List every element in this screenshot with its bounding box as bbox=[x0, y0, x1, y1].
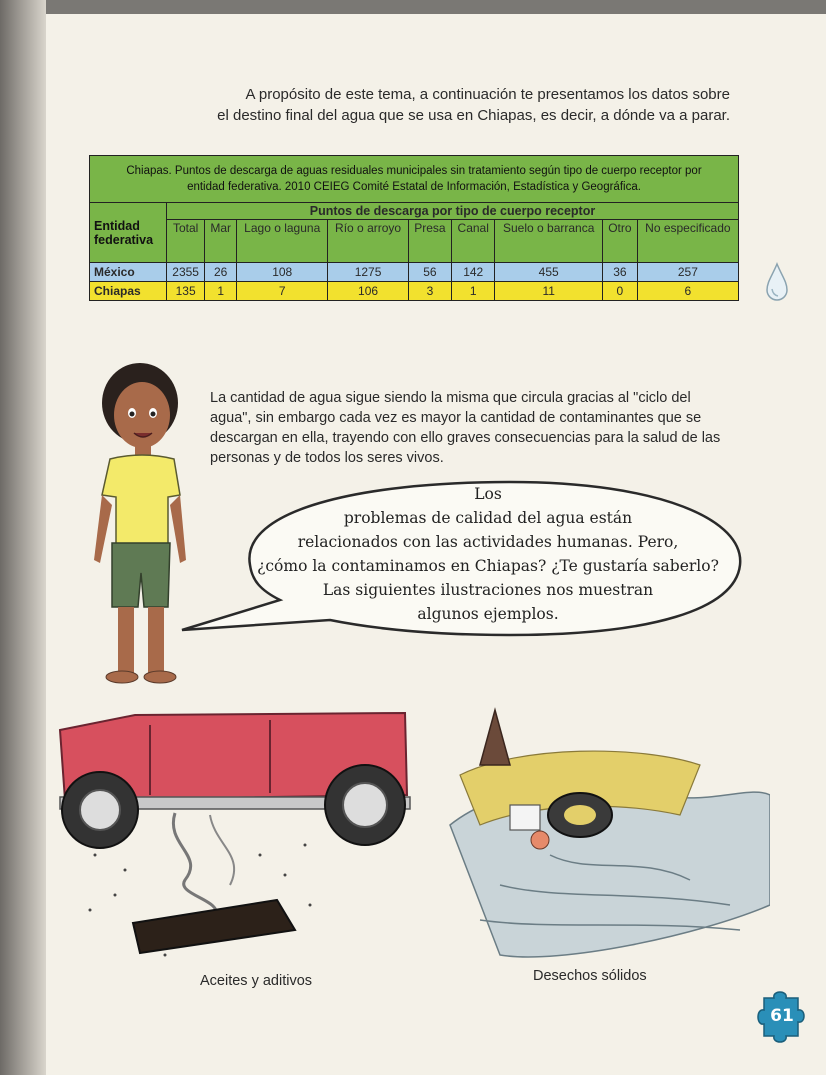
row-header: Entidad federativa bbox=[90, 203, 167, 263]
car-oil-leak-illustration bbox=[55, 705, 415, 965]
discharge-table bbox=[89, 155, 739, 301]
table-cell: 1 bbox=[452, 282, 495, 301]
row-label: Chiapas bbox=[90, 282, 167, 301]
column-header: Canal bbox=[452, 220, 495, 263]
speech-line: Los bbox=[474, 485, 502, 503]
paragraph-line: personas y de todos los seres vivos. bbox=[210, 450, 444, 466]
table-cell: 11 bbox=[495, 282, 603, 301]
speech-line: relacionados con las actividades humanas. Pero, bbox=[297, 533, 679, 551]
caption-oils: Aceites y aditivos bbox=[200, 973, 313, 989]
table-cell: 106 bbox=[328, 282, 408, 301]
speech-line: Las siguientes ilustraciones nos muestran bbox=[322, 581, 654, 599]
table-cell: 3 bbox=[408, 282, 451, 301]
solid-waste-illustration bbox=[440, 705, 770, 965]
table-cell: 455 bbox=[495, 263, 603, 282]
paragraph-line: agua", sin embargo cada vez es mayor la cantidad de contaminantes que se bbox=[210, 410, 702, 426]
column-header: Río o arroyo bbox=[328, 220, 408, 263]
table-cell: 257 bbox=[637, 263, 738, 282]
table-cell: 108 bbox=[237, 263, 328, 282]
column-header: Otro bbox=[603, 220, 638, 263]
table-cell: 135 bbox=[167, 282, 205, 301]
speech-line: algunos ejemplos. bbox=[417, 605, 559, 623]
paragraph-line: descargan en ella, trayendo con ello graves consecuencias para la salud de las bbox=[210, 430, 721, 446]
column-header: Presa bbox=[408, 220, 451, 263]
page-number: 61 bbox=[770, 1006, 794, 1026]
table-cell: 36 bbox=[603, 263, 638, 282]
column-header: No especificado bbox=[637, 220, 738, 263]
table-cell: 7 bbox=[237, 282, 328, 301]
table-cell: 56 bbox=[408, 263, 451, 282]
table-cell: 1 bbox=[205, 282, 237, 301]
caption-solid-waste: Desechos sólidos bbox=[533, 968, 647, 984]
speech-bubble-text bbox=[238, 482, 738, 626]
speech-line: problemas de calidad del agua están bbox=[343, 509, 633, 527]
column-header: Total bbox=[167, 220, 205, 263]
table-cell: 2355 bbox=[167, 263, 205, 282]
table-row bbox=[90, 263, 739, 282]
paragraph-line: La cantidad de agua sigue siendo la misma que circula gracias al "ciclo del bbox=[210, 390, 691, 406]
table-cell: 26 bbox=[205, 263, 237, 282]
table-row bbox=[90, 282, 739, 301]
speech-line: ¿cómo la contaminamos en Chiapas? ¿Te gustaría saberlo? bbox=[257, 557, 719, 575]
table-cell: 142 bbox=[452, 263, 495, 282]
table-caption bbox=[90, 156, 739, 203]
table-cell: 6 bbox=[637, 282, 738, 301]
body-paragraph bbox=[210, 388, 770, 468]
column-header: Mar bbox=[205, 220, 237, 263]
group-header: Puntos de descarga por tipo de cuerpo receptor bbox=[167, 203, 739, 220]
book-binding bbox=[0, 0, 46, 1075]
intro-line: el destino final del agua que se usa en Chiapas, es decir, a dónde va a parar. bbox=[217, 107, 730, 124]
table-cell: 0 bbox=[603, 282, 638, 301]
table-caption-line: entidad federativa. 2010 CEIEG Comité Estatal de Información, Estadística y Geográfica. bbox=[187, 181, 641, 193]
water-drop-icon bbox=[764, 262, 790, 302]
table-cell: 1275 bbox=[328, 263, 408, 282]
column-header: Lago o laguna bbox=[237, 220, 328, 263]
column-header: Suelo o barranca bbox=[495, 220, 603, 263]
intro-line: A propósito de este tema, a continuación te presentamos los datos sobre bbox=[245, 86, 730, 103]
table-caption-line: Chiapas. Puntos de descarga de aguas residuales municipales sin tratamiento según tipo de cuerpo receptor por bbox=[126, 165, 702, 177]
intro-text bbox=[150, 84, 730, 126]
row-label: México bbox=[90, 263, 167, 282]
scan-top-edge bbox=[0, 0, 826, 14]
